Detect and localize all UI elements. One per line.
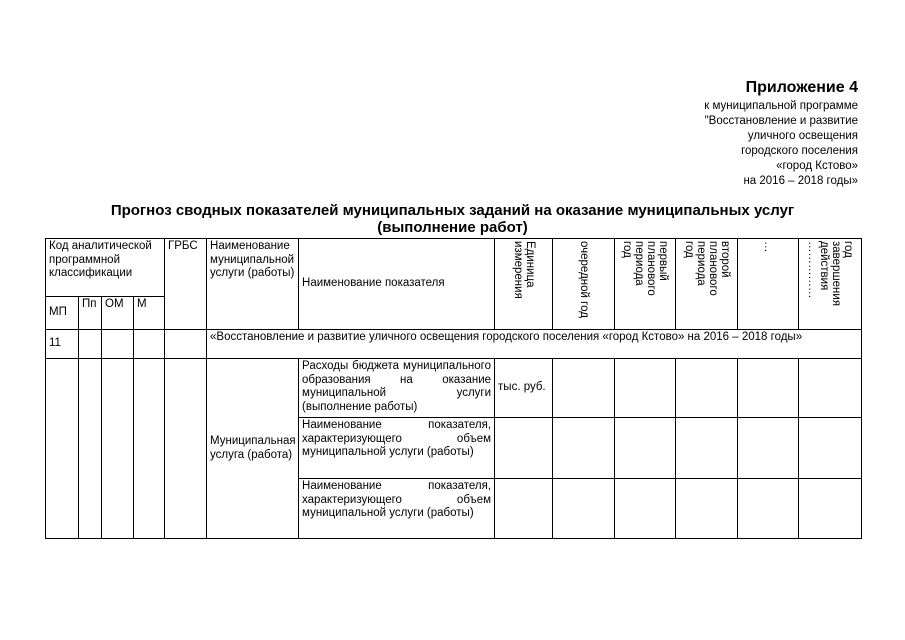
- value-cell: [615, 479, 676, 539]
- appendix-line: городского поселения: [741, 145, 858, 157]
- vertical-header-line: завершения: [830, 241, 843, 307]
- vertical-header-line: год: [621, 241, 634, 258]
- empty-cell: [165, 359, 207, 539]
- vertical-header-line: планового: [706, 241, 719, 296]
- vertical-header-text: [512, 241, 536, 299]
- value-cell: [799, 359, 862, 418]
- empty-cell: [102, 359, 134, 539]
- indicator-cell: Наименование показателя, характеризующего объем муниципальной услуги (работы): [299, 479, 495, 539]
- program-code: 11: [46, 330, 79, 359]
- vertical-header-line: измерения: [511, 241, 524, 299]
- appendix-line: к муниципальной программе: [704, 100, 858, 112]
- vertical-header-line: …: [762, 241, 775, 253]
- empty-cell: [134, 359, 165, 539]
- value-cell: [676, 418, 738, 479]
- vertical-header-line: год: [842, 241, 855, 258]
- vertical-header-line: год: [682, 241, 695, 258]
- appendix-header: [528, 78, 858, 189]
- vertical-header-text: [578, 241, 590, 318]
- vertical-header-line: действия: [818, 241, 831, 291]
- vertical-header-text: [762, 241, 774, 253]
- empty-cell: [165, 330, 207, 359]
- indicator-name-header: Наименование показателя: [299, 239, 495, 330]
- empty-cell: [79, 359, 102, 539]
- end-year-header: [799, 239, 862, 330]
- value-cell: [676, 359, 738, 418]
- vertical-header-line: второй: [718, 241, 731, 278]
- second-plan-year-header: [676, 239, 738, 330]
- appendix-line: «город Кстово»: [776, 160, 858, 172]
- vertical-header-text: [683, 241, 731, 296]
- document-title-line1: Прогноз сводных показателей муниципальных заданий на оказание муниципальных услуг: [110, 202, 795, 219]
- value-cell: [553, 418, 615, 479]
- value-cell: [738, 479, 799, 539]
- value-cell: [615, 418, 676, 479]
- pp-header: Пп: [79, 297, 102, 330]
- vertical-header-line: очередной год: [577, 241, 590, 318]
- om-header: ОМ: [102, 297, 134, 330]
- unit-cell: [495, 479, 553, 539]
- vertical-header-line: периода: [694, 241, 707, 286]
- vertical-header-line: периода: [633, 241, 646, 286]
- service-label: Муниципальная услуга (работа): [207, 359, 299, 539]
- first-plan-year-header: [615, 239, 676, 330]
- appendix-number: Приложение 4: [745, 79, 858, 96]
- value-cell: [738, 418, 799, 479]
- empty-cell: [102, 330, 134, 359]
- grbs-header: ГРБС: [165, 239, 207, 330]
- program-name: «Восстановление и развитие уличного освещения городского поселения «город Кстово» на 2016 – 2018 годы»: [207, 330, 862, 359]
- empty-cell: [79, 330, 102, 359]
- unit-cell: [495, 418, 553, 479]
- mp-header: МП: [46, 297, 79, 330]
- appendix-line: "Восстановление и развитие: [704, 115, 858, 127]
- value-cell: [615, 359, 676, 418]
- classification-header: Код аналитической программной классификации: [46, 239, 165, 297]
- vertical-header-text: [621, 241, 669, 296]
- m-header: М: [134, 297, 165, 330]
- unit-cell: тыс. руб.: [495, 359, 553, 418]
- vertical-header-line: Единица: [523, 241, 536, 288]
- empty-cell: [134, 330, 165, 359]
- indicator-cell: Наименование показателя, характеризующего объем муниципальной услуги (работы): [299, 418, 495, 479]
- vertical-header-line: ……………: [806, 241, 819, 299]
- value-cell: [553, 479, 615, 539]
- vertical-header-line: первый: [657, 241, 670, 281]
- value-cell: [553, 359, 615, 418]
- indicator-cell: Расходы бюджета муниципального образования на оказание муниципальной услуги (выполнение работы): [299, 359, 495, 418]
- unit-header: [495, 239, 553, 330]
- vertical-header-text: [806, 241, 854, 306]
- document-title: [45, 202, 860, 236]
- value-cell: [676, 479, 738, 539]
- vertical-header-line: планового: [645, 241, 658, 296]
- service-name-header: Наименование муниципальной услуги (работы): [207, 239, 299, 330]
- value-cell: [738, 359, 799, 418]
- indicators-table: [45, 238, 862, 539]
- value-cell: [799, 418, 862, 479]
- current-year-header: [553, 239, 615, 330]
- document-title-line2: (выполнение работ): [377, 219, 528, 236]
- appendix-line: на 2016 – 2018 годы»: [743, 175, 858, 187]
- empty-cell: [46, 359, 79, 539]
- dots-header: [738, 239, 799, 330]
- value-cell: [799, 479, 862, 539]
- appendix-line: уличного освещения: [747, 130, 858, 142]
